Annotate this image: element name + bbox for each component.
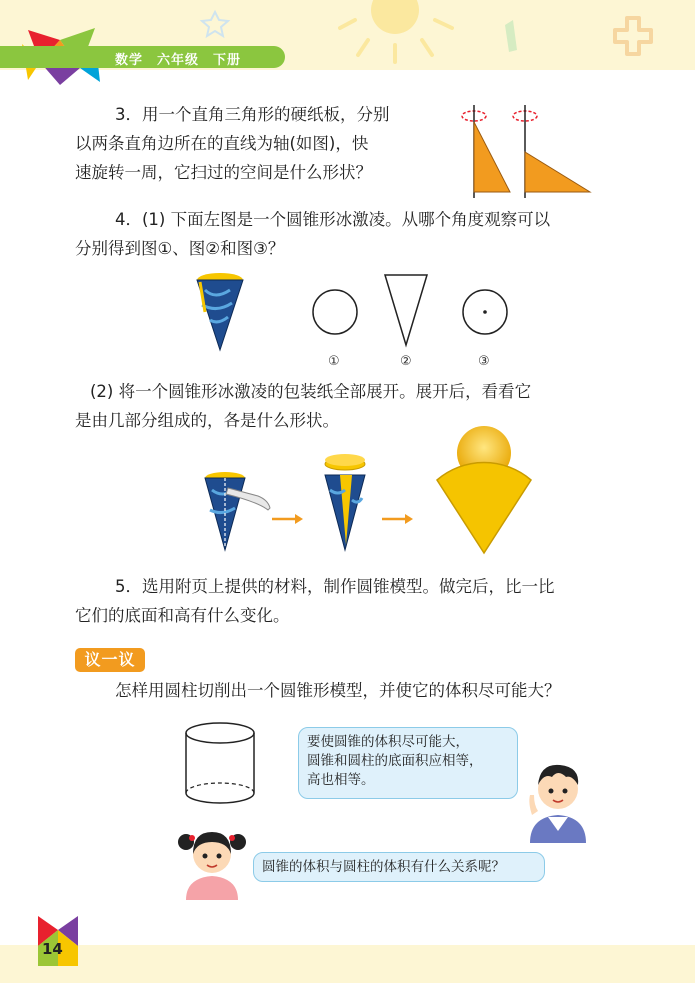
cone-opened-icon	[325, 454, 365, 550]
q3-line-1: 3．用一个直角三角形的硬纸板，分别	[115, 105, 390, 124]
q4-part1-line-2: 分别得到图①、图②和图③？	[75, 239, 285, 258]
q4-part2-line-2: 是由几部分组成的，各是什么形状。	[75, 411, 339, 430]
q4-part1-line-1: 4．(1) 下面左图是一个圆锥形冰激凌。从哪个角度观察可以	[115, 210, 551, 229]
header-title	[115, 49, 255, 68]
number-one-icon	[505, 20, 517, 52]
net-sector	[437, 463, 531, 553]
q3-triangle-figure	[455, 100, 605, 200]
boy-speech-line-3: 高也相等。	[307, 772, 375, 788]
star-icon	[202, 12, 228, 36]
q3-line-2: 以两条直角边所在的直线为轴(如图)，快	[75, 134, 369, 153]
q4-unfold-figure	[190, 420, 540, 560]
ice-cream-cone-icon	[197, 273, 243, 350]
footer-band	[0, 945, 695, 983]
view-label-3: ③	[478, 354, 490, 369]
girl-speech-text: 圆锥的体积与圆柱的体积有什么关系呢？	[262, 859, 505, 875]
unfolded-net-icon	[437, 426, 531, 553]
discuss-question: 怎样用圆柱切削出一个圆锥形模型，并使它的体积尽可能大？	[115, 681, 561, 700]
view-label-1: ①	[328, 354, 340, 369]
view-2-triangle	[385, 275, 427, 345]
view-3-circle-with-center	[463, 290, 507, 334]
q4-views-figure	[190, 270, 520, 360]
header-decoration	[0, 0, 695, 90]
triangle-vertical-axis	[462, 105, 510, 198]
q5-line-1: 5．选用附页上提供的材料，制作圆锥模型。做完后，比一比	[115, 577, 555, 596]
arrow-right-icon-2	[382, 514, 413, 524]
plus-icon	[615, 18, 651, 54]
q4-part2-line-1: (2) 将一个圆锥形冰激凌的包装纸全部展开。展开后，看看它	[90, 382, 532, 401]
triangle-horizontal-axis	[513, 105, 590, 198]
header-grade: 六年级	[157, 53, 200, 68]
view-label-2: ②	[400, 354, 412, 369]
q3-line-3: 速旋转一周，它扫过的空间是什么形状？	[75, 163, 372, 182]
page-number: 14	[42, 940, 63, 958]
sun-icon	[340, 0, 452, 62]
boy-avatar	[518, 755, 598, 845]
boy-speech-line-1: 要使圆锥的体积尽可能大，	[307, 734, 469, 750]
girl-speech-bubble	[253, 852, 545, 882]
header-volume: 下册	[213, 53, 242, 68]
cylinder-figure	[180, 720, 260, 810]
girl-avatar	[172, 822, 252, 902]
arrow-right-icon-1	[272, 514, 303, 524]
view-1-circle	[313, 290, 357, 334]
discuss-tag: 议一议	[75, 648, 145, 672]
boy-speech-line-2: 圆锥和圆柱的底面积应相等，	[307, 753, 483, 769]
boy-speech-bubble	[298, 727, 518, 799]
cone-cut-icon	[205, 472, 270, 550]
q5-line-2: 它们的底面和高有什么变化。	[75, 606, 290, 625]
header-subject: 数学	[115, 53, 144, 68]
